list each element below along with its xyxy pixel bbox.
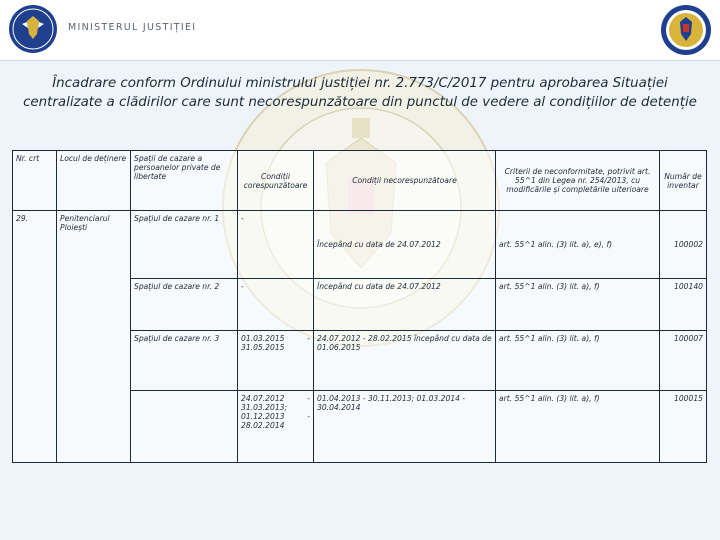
coresp-4-end: 31.03.2013; [241, 403, 288, 412]
header-locul: Locul de deținere [57, 151, 131, 211]
cell-necoresp-2: Începând cu data de 24.07.2012 [314, 279, 496, 331]
cell-inventar-1: 100002 [660, 211, 707, 279]
cell-locul: Penitenciarul Ploiești [57, 211, 131, 463]
coresp-4-dash-2: - [307, 412, 310, 421]
cell-spatiu-1: Spațiul de cazare nr. 1 [131, 211, 238, 279]
header-nr: Nr. crt [13, 151, 57, 211]
page-title [20, 74, 700, 112]
coresp-4-end-2: 28.02.2014 [241, 421, 285, 430]
coresp-4-start-2: 01.12.2013 [241, 412, 285, 421]
cell-criterii-4: art. 55^1 alin. (3) lit. a), f) [496, 391, 660, 463]
cell-criterii-3: art. 55^1 alin. (3) lit. a), f) [496, 331, 660, 391]
ministry-name: MINISTERUL JUSTIȚIEI [68, 22, 197, 33]
coresp-3-end: 31.05.2015 [241, 343, 285, 352]
header-criterii: Criterii de neconformitate, potrivit art. 55^1 din Legea nr. 254/2013, cu modificările și completările ulterioare [496, 151, 660, 211]
detention-conditions-table [12, 150, 707, 463]
cell-necoresp-4: 01.04.2013 - 30.11.2013; 01.03.2014 - 30.04.2014 [314, 391, 496, 463]
cell-coresp-4 [238, 391, 314, 463]
cell-inventar-2: 100140 [660, 279, 707, 331]
cell-spatiu-3: Spațiul de cazare nr. 3 [131, 331, 238, 391]
header-bar [0, 0, 720, 61]
ministry-emblem-icon [660, 4, 712, 56]
cell-coresp-1: - [238, 211, 314, 279]
header-conditii-necorespunzatoare: Condiții necorespunzătoare [314, 151, 496, 211]
cell-necoresp-1: Începând cu data de 24.07.2012 [314, 211, 496, 279]
cell-criterii-1: art. 55^1 alin. (3) lit. a), e), f) [496, 211, 660, 279]
cell-inventar-3: 100007 [660, 331, 707, 391]
coresp-4-start: 24.07.2012 [241, 394, 285, 403]
coresp-3-start: 01.03.2015 [241, 334, 285, 343]
cell-necoresp-3: 24.07.2012 - 28.02.2015 începând cu data de 01.06.2015 [314, 331, 496, 391]
header-numar-inventar: Număr de inventar [660, 151, 707, 211]
title-line-1: Încadrare conform Ordinului ministrului justiției nr. 2.773/C/2017 pentru aprobarea Situației [52, 76, 668, 91]
table-header-row [13, 151, 707, 211]
cell-inventar-4: 100015 [660, 391, 707, 463]
header-conditii-corespunzatoare: Condiții corespunzătoare [238, 151, 314, 211]
table-row [13, 211, 707, 279]
header-spatii: Spații de cazare a persoanelor private de libertate [131, 151, 238, 211]
government-crest-icon [8, 4, 58, 54]
cell-spatiu-4 [131, 391, 238, 463]
cell-coresp-2: - [238, 279, 314, 331]
coresp-3-dash: - [307, 334, 310, 343]
title-line-2: centralizate a clădirilor care sunt necorespunzătoare din punctul de vedere al condițiilor de detenție [23, 95, 697, 110]
coresp-4-dash-1: - [307, 394, 310, 403]
cell-criterii-2: art. 55^1 alin. (3) lit. a), f) [496, 279, 660, 331]
cell-coresp-3 [238, 331, 314, 391]
cell-spatiu-2: Spațiul de cazare nr. 2 [131, 279, 238, 331]
cell-nr: 29. [13, 211, 57, 463]
